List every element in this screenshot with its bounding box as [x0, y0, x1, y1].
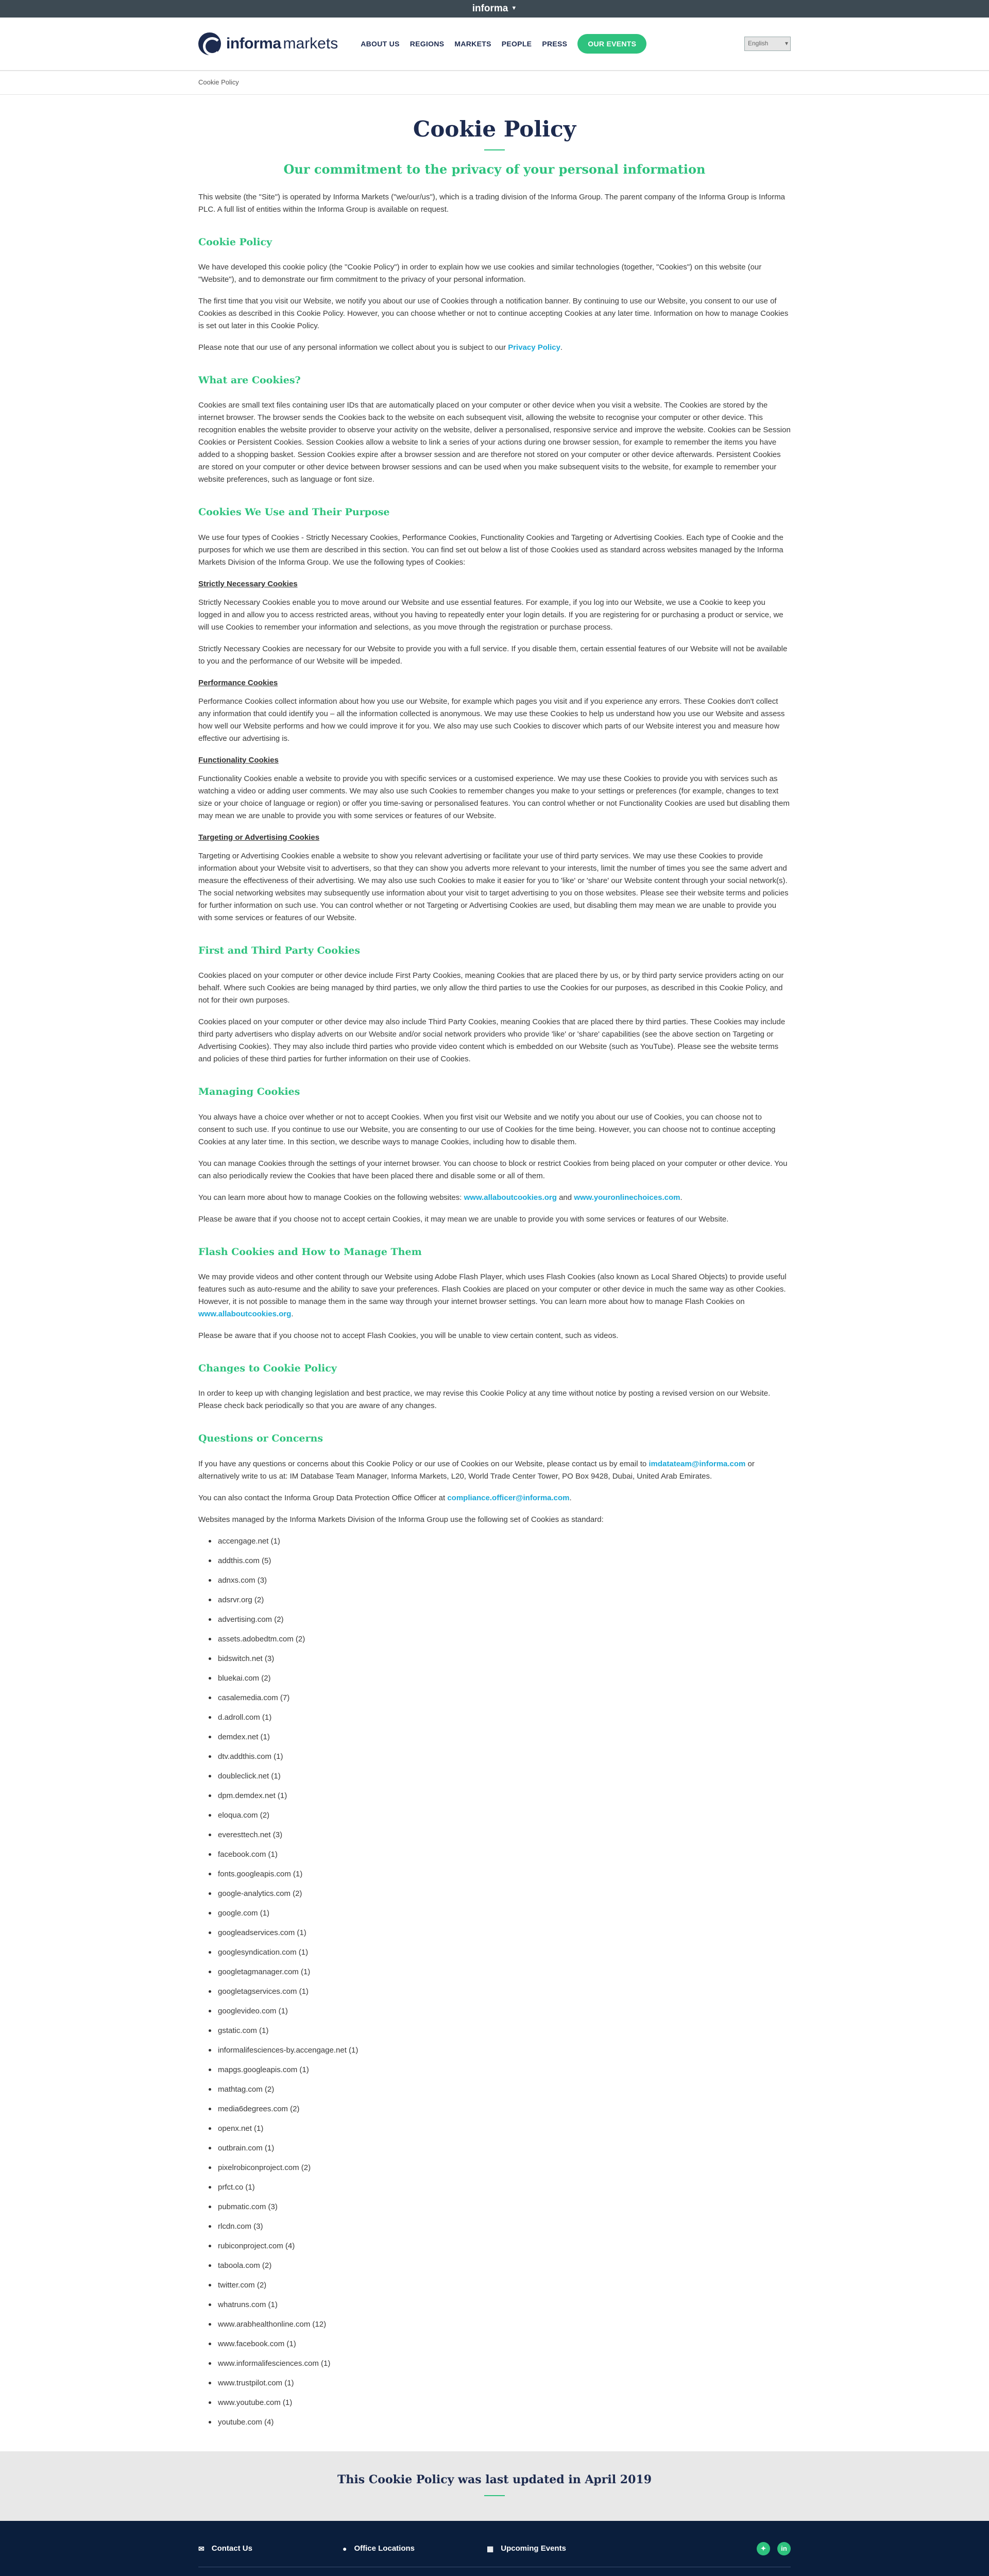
main-content	[198, 95, 791, 2451]
paragraph: You always have a choice over whether or not to accept Cookies. When you first visit our Website and we notify you about our use of Cookies, you can choose not to consent to such use. If you continue to use our Website, you are consenting to our use of Cookies for the time being. However, you can choose not to continue accepting Cookies at any later time. In this section, we describe ways to manage Cookies, including how to disable them.	[198, 1112, 776, 1146]
subsection-title-performance: Performance Cookies	[198, 678, 278, 687]
site-logo[interactable]	[198, 31, 338, 56]
list-item: openx.net (1)	[209, 2123, 791, 2142]
last-updated-band	[0, 2451, 989, 2521]
subsection-title-functionality: Functionality Cookies	[198, 755, 279, 765]
list-item: pubmatic.com (3)	[209, 2201, 791, 2221]
chevron-down-icon: ▾	[785, 40, 788, 47]
paragraph: We use four types of Cookies - Strictly Necessary Cookies, Performance Cookies, Functionality Cookies and Targeting or Advertising Cookies. Each type of Cookie and the purposes for which we use them are described in this section. You can find set out below a list of those Cookies used as standard across websites managed by the Informa Markets Division of the Informa Group. We use the following types of Cookies:	[198, 533, 783, 567]
page-subtitle: Our commitment to the privacy of your personal information	[283, 162, 706, 177]
paragraph: Cookies placed on your computer or other device include First Party Cookies, meaning Cookies that are placed there by us, or by third party service providers acting on our behalf. Where such Cookies are being managed by third parties, we only allow the third parties to use the Cookies for our purposes, as described in this Cookie Policy, and not for their own purposes.	[198, 971, 784, 1005]
paragraph: Strictly Necessary Cookies are necessary for our Website to provide you with a full service. If you disable them, certain essential features of our Website will not be available to you and the performance of our Website will be impeded.	[198, 644, 788, 666]
list-item: google.com (1)	[209, 1907, 791, 1927]
allaboutcookies-flash-link[interactable]: www.allaboutcookies.org	[198, 1309, 292, 1318]
list-item: mapgs.googleapis.com (1)	[209, 2064, 791, 2083]
list-item: dtv.addthis.com (1)	[209, 1751, 791, 1770]
paragraph: Cookies are small text files containing user IDs that are automatically placed on your computer or other device when you visit a website. The Cookies are stored by the internet browser. The browser sends the Cookies back to the website on each subsequent visit, allowing the website to recognise your computer or other device. This recognition enables the website provider to observe your activity on the website, deliver a personalised, responsive service and improve the website. Cookies can be Session Cookies or Persistent Cookies. Session Cookies allow a website to link a series of your actions during one browser session, for example to remember the items you have added to a shopping basket. Session Cookies expire after a browser session and are therefore not stored on your computer or other device afterwards. Persistent Cookies are stored on your computer or other device between browser sessions and can be used when you make subsequent visits to the website, for example to remember your website preferences, such as language or font size.	[198, 401, 791, 484]
list-item: www.informalifesciences.com (1)	[209, 2358, 791, 2377]
section-title-flash-cookies: Flash Cookies and How to Manage Them	[198, 1246, 422, 1258]
privacy-policy-link[interactable]: Privacy Policy	[508, 343, 560, 352]
last-updated-text: This Cookie Policy was last updated in April 2019	[337, 2472, 652, 2486]
list-item: addthis.com (5)	[209, 1555, 791, 1574]
list-item: adnxs.com (3)	[209, 1574, 791, 1594]
list-item: googlevideo.com (1)	[209, 2005, 791, 2025]
paragraph-text: You can learn more about how to manage Cookies on the following websites:	[198, 1193, 464, 1202]
office-locations-label: Office Locations	[354, 2544, 415, 2553]
paragraph: Please be aware that if you choose not to accept Flash Cookies, you will be unable to view certain content, such as videos.	[198, 1331, 619, 1340]
list-item: fonts.googleapis.com (1)	[209, 1868, 791, 1888]
section-title-cookie-policy: Cookie Policy	[198, 236, 272, 248]
upcoming-events-label: Upcoming Events	[501, 2544, 566, 2553]
list-item: taboola.com (2)	[209, 2260, 791, 2279]
section-title-questions: Questions or Concerns	[198, 1433, 323, 1445]
list-item: everesttech.net (3)	[209, 1829, 791, 1849]
list-item: demdex.net (1)	[209, 1731, 791, 1751]
paragraph: Websites managed by the Informa Markets Division of the Informa Group use the following set of Cookies as standard:	[198, 1515, 604, 1524]
language-select[interactable]	[744, 37, 791, 51]
paragraph: In order to keep up with changing legislation and best practice, we may revise this Cookie Policy at any time without notice by posting a revised version on our Website. Please check back periodically so that you are aware of any changes.	[198, 1389, 771, 1411]
title-divider	[484, 149, 505, 150]
paragraph-text: If you have any questions or concerns about this Cookie Policy or our use of Cookies on our Website, please contact us by email to	[198, 1459, 649, 1468]
nav-markets[interactable]: MARKETS	[454, 39, 491, 48]
updated-divider	[484, 2495, 505, 2496]
subsection-title-strictly-necessary: Strictly Necessary Cookies	[198, 579, 298, 588]
twitter-icon[interactable]: ✦	[757, 2542, 770, 2555]
informa-group-strip[interactable]	[0, 0, 989, 18]
list-item: casalemedia.com (7)	[209, 1692, 791, 1711]
section-title-first-third-party: First and Third Party Cookies	[198, 944, 361, 956]
footer-contact-row	[198, 2531, 791, 2567]
list-item: www.arabhealthonline.com (12)	[209, 2318, 791, 2338]
list-item: accengage.net (1)	[209, 1535, 791, 1555]
calendar-icon: ▦	[487, 2545, 494, 2553]
list-item: rubiconproject.com (4)	[209, 2240, 791, 2260]
list-item: outbrain.com (1)	[209, 2142, 791, 2162]
list-item: googletagservices.com (1)	[209, 1986, 791, 2005]
chevron-down-icon: ▼	[511, 5, 517, 12]
list-item: pixelrobiconproject.com (2)	[209, 2162, 791, 2181]
paragraph-text: .	[680, 1193, 683, 1202]
list-item: eloqua.com (2)	[209, 1809, 791, 1829]
list-item: whatruns.com (1)	[209, 2299, 791, 2318]
list-item: media6degrees.com (2)	[209, 2103, 791, 2123]
section-title-managing-cookies: Managing Cookies	[198, 1086, 300, 1098]
paragraph: You can manage Cookies through the settings of your internet browser. You can choose to block or restrict Cookies from being placed on your computer or other device. You can also periodically review the Cookies that have been placed there and disable some or all of them.	[198, 1159, 788, 1180]
list-item: doubleclick.net (1)	[209, 1770, 791, 1790]
location-pin-icon: ●	[343, 2545, 347, 2553]
list-item: advertising.com (2)	[209, 1614, 791, 1633]
contact-us-label: Contact Us	[211, 2544, 252, 2553]
breadcrumb-current: Cookie Policy	[198, 78, 239, 86]
linkedin-icon[interactable]: in	[777, 2542, 791, 2555]
cookie-domain-list	[209, 1535, 791, 2436]
paragraph: Cookies placed on your computer or other device may also include Third Party Cookies, meaning Cookies that are placed there by third parties. These Cookies may include third party advertisers who display adverts on our Website and/or social network providers who provide 'like' or 'share' capabilities (see the above section on Targeting or Advertising Cookies). They may also include third parties who provide video content which is embedded on our Website (such as YouTube). Please see the website terms and policies of these third parties for further information on their use of Cookies.	[198, 1018, 786, 1064]
list-item: www.trustpilot.com (1)	[209, 2377, 791, 2397]
paragraph-text: .	[560, 343, 563, 352]
list-item: adsrvr.org (2)	[209, 1594, 791, 1614]
section-title-cookies-we-use: Cookies We Use and Their Purpose	[198, 506, 390, 518]
informa-strip-label: informa	[472, 3, 508, 14]
list-item: dpm.demdex.net (1)	[209, 1790, 791, 1809]
paragraph: Targeting or Advertising Cookies enable a website to show you relevant advertising or facilitate your use of third party services. We may use these Cookies to provide information about your Website visit to advertisers, so that they can show you adverts more relevant to your interests, limit the number of times you see the same advert and measure the effectiveness of their advertising. We may also use such Cookies to make it easier for you to 'like' or 'share' our Website content through your social network(s). The social networking websites may subsequently use information about your visit to target advertising to you on those websites. Please see their website terms and policies for further information on such use. You can control whether or not Targeting or Advertising Cookies are used, but disabling them may mean we are unable to provide you with some services or features of our Website.	[198, 851, 789, 922]
page-title: Cookie Policy	[413, 116, 576, 142]
list-item: googleadservices.com (1)	[209, 1927, 791, 1946]
list-item: twitter.com (2)	[209, 2279, 791, 2299]
list-item: bidswitch.net (3)	[209, 1653, 791, 1672]
list-item: informalifesciences-by.accengage.net (1)	[209, 2044, 791, 2064]
paragraph	[198, 1492, 791, 1504]
ccpa-row	[198, 2567, 791, 2576]
logo-text-light: markets	[283, 35, 338, 52]
paragraph: We have developed this cookie policy (the "Cookie Policy") in order to explain how we use cookies and similar technologies (together, "Cookies") on this website (our "Website"), and to demonstrate our firm commitment to the privacy of your personal information.	[198, 262, 762, 284]
paragraph	[198, 1192, 791, 1204]
breadcrumb	[198, 71, 791, 94]
list-item: gstatic.com (1)	[209, 2025, 791, 2044]
contact-us-link[interactable]	[198, 2543, 343, 2555]
section-title-changes: Changes to Cookie Policy	[198, 1362, 337, 1374]
paragraph-text: .	[291, 1309, 294, 1318]
our-events-button[interactable]: OUR EVENTS	[577, 34, 646, 54]
list-item: facebook.com (1)	[209, 1849, 791, 1868]
paragraph-text: Please note that our use of any personal information we collect about you is subject to our	[198, 343, 508, 352]
paragraph: Strictly Necessary Cookies enable you to move around our Website and use essential features. For example, if you log into our Website, we use a Cookie to keep you logged in and allow you to access restricted areas, without you having to repeatedly enter your login details. If you are registering for or purchasing a product or service, we will use Cookies to remember your information and selections, as you move through the registration or purchase process.	[198, 598, 783, 632]
list-item: www.youtube.com (1)	[209, 2397, 791, 2416]
subsection-title-targeting: Targeting or Advertising Cookies	[198, 833, 320, 842]
paragraph: Please be aware that if you choose not to accept certain Cookies, it may mean we are unable to provide you with some services or features of our Website.	[198, 1214, 729, 1224]
informa-logo-icon	[198, 32, 221, 55]
site-footer	[0, 2521, 989, 2576]
paragraph: Functionality Cookies enable a website to provide you with specific services or a customised experience. We may use these Cookies to provide you with services such as watching a video or adding user comments. We may also use such Cookies to remember changes you make to your settings or preferences (for example, changes to text size or your choice of language or region) or offer you time-saving or personalised features. You can control whether or not Functionality Cookies are used but disabling them may mean we are unable to provide you with some services or features of our Website.	[198, 774, 790, 820]
allaboutcookies-link[interactable]: www.allaboutcookies.org	[464, 1193, 557, 1202]
list-item: d.adroll.com (1)	[209, 1711, 791, 1731]
logo-text-bold: informa	[226, 35, 281, 52]
nav-press[interactable]: PRESS	[542, 39, 568, 48]
list-item: assets.adobedtm.com (2)	[209, 1633, 791, 1653]
paragraph: The first time that you visit our Website, we notify you about our use of Cookies through a notification banner. By continuing to use our Website, you consent to our use of Cookies as described in this Cookie Policy. However, you can choose whether or not to continue accepting Cookies at any later time. Information on how to manage Cookies is set out later in this Cookie Policy.	[198, 296, 789, 330]
paragraph-text: .	[569, 1493, 572, 1502]
list-item: youtube.com (4)	[209, 2416, 791, 2436]
list-item: bluekai.com (2)	[209, 1672, 791, 1692]
office-locations-link[interactable]	[343, 2543, 487, 2555]
imdatateam-email-link[interactable]: imdatateam@informa.com	[649, 1459, 746, 1468]
paragraph	[198, 1271, 791, 1320]
social-links	[749, 2542, 791, 2555]
paragraph-text: or alternatively write to us at: IM Database Team Manager, Informa Markets, L20, World Trade Center Tower, PO Box 9428, Dubai, United Arab Emirates.	[198, 1459, 755, 1481]
upcoming-events-link[interactable]	[487, 2543, 631, 2555]
paragraph	[198, 1458, 791, 1483]
compliance-email-link[interactable]: compliance.officer@informa.com	[447, 1493, 570, 1502]
list-item: googlesyndication.com (1)	[209, 1946, 791, 1966]
paragraph: Performance Cookies collect information about how you use our Website, for example which pages you visit and if you experience any errors. These Cookies don't collect any information that could identify you – all the information collected is anonymous. We may use these Cookies to help us understand how you use our Website and assess how well our Website performs and how we could improve it for you. We also may use such Cookies to discover which parts of our Website interest you and measure how effective our advertising is.	[198, 697, 785, 743]
list-item: rlcdn.com (3)	[209, 2221, 791, 2240]
nav-about-us[interactable]: ABOUT US	[361, 39, 400, 48]
paragraph-text: You can also contact the Informa Group Data Protection Office Officer at	[198, 1493, 448, 1502]
list-item: www.facebook.com (1)	[209, 2338, 791, 2358]
youronlinechoices-link[interactable]: www.youronlinechoices.com	[574, 1193, 680, 1202]
intro-paragraph: This website (the "Site") is operated by Informa Markets ("we/our/us"), which is a trading division of the Informa Group. The parent company of the Informa Group is Informa PLC. A full list of entities within the Informa Group is available on request.	[198, 192, 786, 214]
section-title-what-are-cookies: What are Cookies?	[198, 374, 301, 386]
list-item: google-analytics.com (2)	[209, 1888, 791, 1907]
site-header	[0, 18, 989, 71]
paragraph	[198, 342, 791, 354]
list-item: mathtag.com (2)	[209, 2083, 791, 2103]
envelope-icon: ✉	[198, 2545, 204, 2553]
nav-people[interactable]: PEOPLE	[501, 39, 532, 48]
paragraph-text: and	[556, 1193, 574, 1202]
language-value: English	[748, 40, 769, 47]
list-item: googletagmanager.com (1)	[209, 1966, 791, 1986]
list-item: prfct.co (1)	[209, 2181, 791, 2201]
main-nav	[361, 34, 657, 54]
paragraph-text: We may provide videos and other content through our Website using Adobe Flash Player, which uses Flash Cookies (also known as Local Shared Objects) to provide useful features such as auto-resume and the ability to save your preferences. Flash Cookies are placed on your computer or other device in much the same way as other Cookies. However, it is not possible to manage them in the same way through your internet browser settings. You can learn more about how to manage Flash Cookies on	[198, 1272, 787, 1306]
nav-regions[interactable]: REGIONS	[410, 39, 445, 48]
